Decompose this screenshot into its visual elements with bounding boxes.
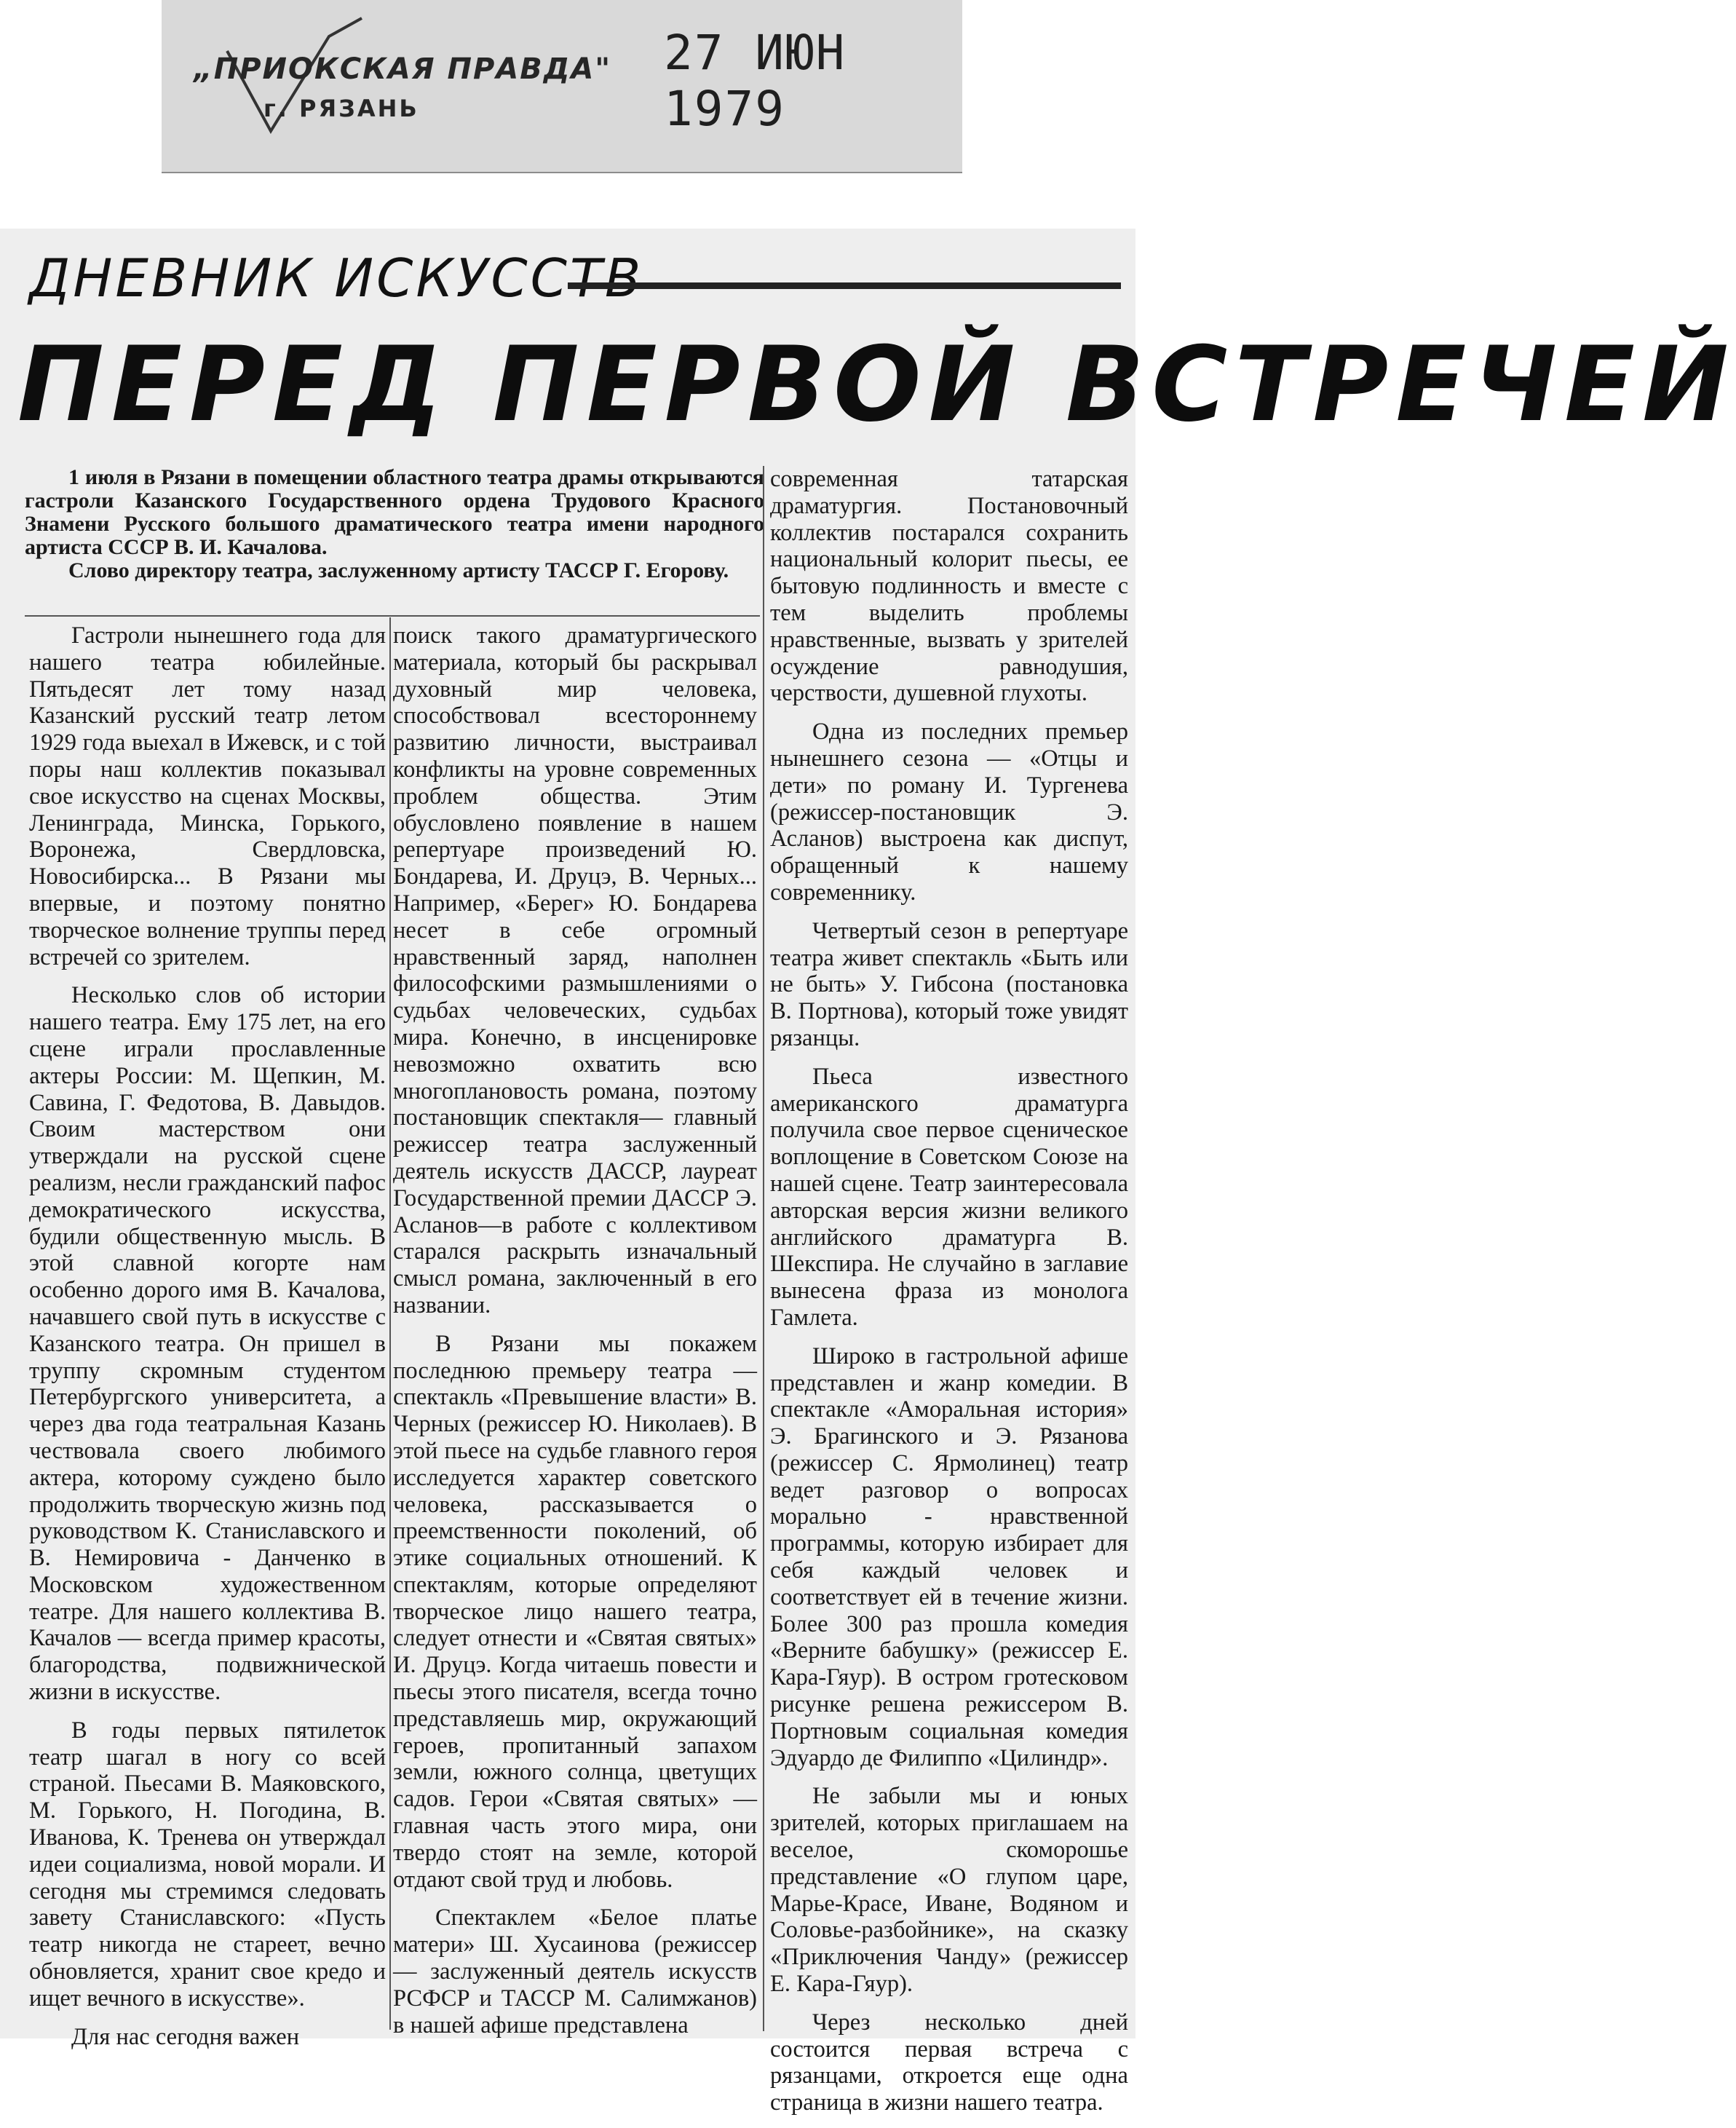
clipping-stamp <box>162 0 962 173</box>
paragraph: Несколько слов об истории нашего театра. Ему 175 лет, на его сцене играли прославленные актеры России: М. Щепкин, М. Савина, Г. Федотова, В. Давыдов. Своим мастерством они утверждали на русской сцене реализм, несли гражданский пафос демократического искусства, будили общественную мысль. В этой славной когорте нам особенно дорого имя В. Качалова, начавшего свой путь в искусстве с Казанского театра. Он пришел в труппу скромным студентом Петербургского университета, а через два года театральная Казань чествовала своего любимого актера, которому суждено было продолжить творческую жизнь под руководством К. Станиславского и В. Немировича - Данченко в Московском художественном театре. Для нашего коллектива В. Качалов — всегда пример красоты, благородства, подвижнической жизни в искусстве. <box>29 982 386 1706</box>
paragraph: Для нас сегодня важен <box>71 2023 300 2050</box>
paragraph: В годы первых пятилеток театр шагал в ногу со всей страной. Пьесами В. Маяковского, М. Горького, Н. Погодина, В. Иванова, К. Тренева он утверждал идеи социализма, новой морали. И сегодня мы стремимся следовать завету Станиславского: «Пусть театр никогда не стареет, вечно обновляется, хранит свое кредо и ищет вечного в искусстве». <box>29 1717 386 2012</box>
column-divider <box>389 617 391 2030</box>
article-headline: ПЕРЕД ПЕРВОЙ ВСТРЕЧЕЙ <box>17 325 1736 445</box>
article-column-2 <box>393 622 757 2050</box>
paragraph: Гастроли нынешнего года для нашего театра юбилейные. Пятьдесят лет тому назад Казанский русский театр летом 1929 года выехал в Ижевск, и с той поры наш коллектив показывал свое искусство на сценах Москвы, Ленинграда, Минска, Горького, Воронежа, Свердловска, Новосибирска... В Рязани мы впервые, и поэтому понятно творческое волнение труппы перед встречей со зрителем. <box>29 622 386 970</box>
paragraph: Одна из последних премьер нынешнего сезона — «Отцы и дети» по роману И. Тургенева (режиссер-постановщик Э. Асланов) выстроена как диспут, обращенный к нашему современнику. <box>770 719 1128 906</box>
rubric-rule <box>568 282 1121 289</box>
paragraph: Спектаклем «Белое платье матери» Ш. Хусаинова (режиссер — заслуженный деятель искусств РСФСР и ТАССР М. Салимжанов) в нашей афише представлена <box>393 1904 757 2038</box>
paragraph: Широко в гастрольной афише представлен и жанр комедии. В спектакле «Аморальная история» Э. Брагинского и Э. Рязанова (режиссер С. Ярмолинец) театр ведет разговор о вопросах морально - нравственной программы, которую избирает для себя каждый человек и соответствует ей в течение жизни. Более 300 раз прошла комедия «Верните бабушку» (режиссер Е. Кара-Гяур). В остром гротесковом рисунке решена режиссером В. Портновым социальная комедия Эдуардо де Филиппо «Цилиндр». <box>770 1342 1128 1771</box>
paragraph: поиск такого драматургического материала, который бы раскрывал духовный мир человека, способствовал всестороннему развитию личности, выстраивал конфликты на уровне современных проблем общества. Этим обусловлено появление в нашем репертуаре произведений Ю. Бондарева, И. Друцэ, В. Черных... Например, «Берег» Ю. Бондарева несет в себе огромный нравственный заряд, наполнен философскими размышлениями о судьбах человеческих, судьбах мира. Конечно, в инсценировке невозможно охватить всю многоплановость романа, поэтому постановщик спектакля— главный режиссер театра заслуженный деятель искусств ДАССР, лауреат Государственной премии ДАССР Э. Асланов—в работе с коллективом старался раскрыть изначальный смысл романа, заключенный в его названии. <box>393 622 757 1318</box>
newspaper-name: „ПРИОКСКАЯ ПРАВДА" <box>194 52 612 86</box>
newspaper-city: г. РЯЗАНЬ <box>263 95 419 122</box>
lead-paragraph: Слово директору театра, заслуженному артисту ТАССР Г. Егорову. <box>68 558 729 582</box>
lead-separator <box>25 615 760 617</box>
paragraph: В Рязани мы покажем последнюю премьеру театра — спектакль «Превышение власти» В. Черных (режиссер Ю. Николаев). В этой пьесе на судьбе главного героя исследуется характер советского человека, рассказывается о преемственности поколений, об этике социальных отношений. К спектаклям, которые определяют творческое лицо нашего театра, следует отнести и «Святая святых» И. Друцэ. Когда читаешь повести и пьесы этого писателя, всегда точно представляешь мир, окружающий героев, пропитанный запахом земли, южного солнца, цветущих садов. Герои «Святая святых» — главная часть этого мира, они твердо стоят на земле, которой отдают свой труд и любовь. <box>393 1330 757 1893</box>
paragraph: Пьеса известного американского драматурга получила свое первое сценическое воплощение в Советском Союзе на нашей сцене. Театр заинтересовала авторская версия жизни великого английского драматурга В. Шекспира. Не случайно в заглавие вынесена фраза из монолога Гамлета. <box>770 1063 1128 1331</box>
column-divider <box>763 466 764 2031</box>
paragraph: Через несколько дней состоится первая встреча с рязанцами, откроется еще одна страница в жизни нашего театра. <box>770 2009 1128 2116</box>
pen-check-mark <box>205 7 365 167</box>
paragraph: Четвертый сезон в репертуаре театра живет спектакль «Быть или не быть» У. Гибсона (постановка В. Портнова), который тоже увидят рязанцы. <box>770 917 1128 1051</box>
clipping-date: 27 ИЮН 1979 <box>664 25 847 137</box>
article-column-3 <box>770 466 1128 2128</box>
paragraph: современная татарская драматургия. Постановочный коллектив постарался сохранить национальный колорит пьесы, ее бытовую подлинность и вместе с тем выделить проблемы нравственные, вызвать у зрителей осуждение равнодушия, черствости, душевной глухоты. <box>770 466 1128 707</box>
article-lead <box>25 466 764 582</box>
lead-paragraph: 1 июля в Рязани в помещении областного театра драмы открываются гастроли Казанского Государственного ордена Трудового Красного Знамени Русского большого драматического театра имени народного артиста СССР В. И. Качалова. <box>25 465 764 559</box>
article-column-1 <box>29 622 386 2062</box>
rubric-title: ДНЕВНИК ИСКУССТВ <box>29 248 644 309</box>
paragraph: Не забыли мы и юных зрителей, которых приглашаем на веселое, скоморошье представление «О глупом царе, Марье-Красе, Иване, Водяном и Соловье-разбойнике», на сказку «Приключения Чанду» (режиссер Е. Кара-Гяур). <box>770 1783 1128 1998</box>
